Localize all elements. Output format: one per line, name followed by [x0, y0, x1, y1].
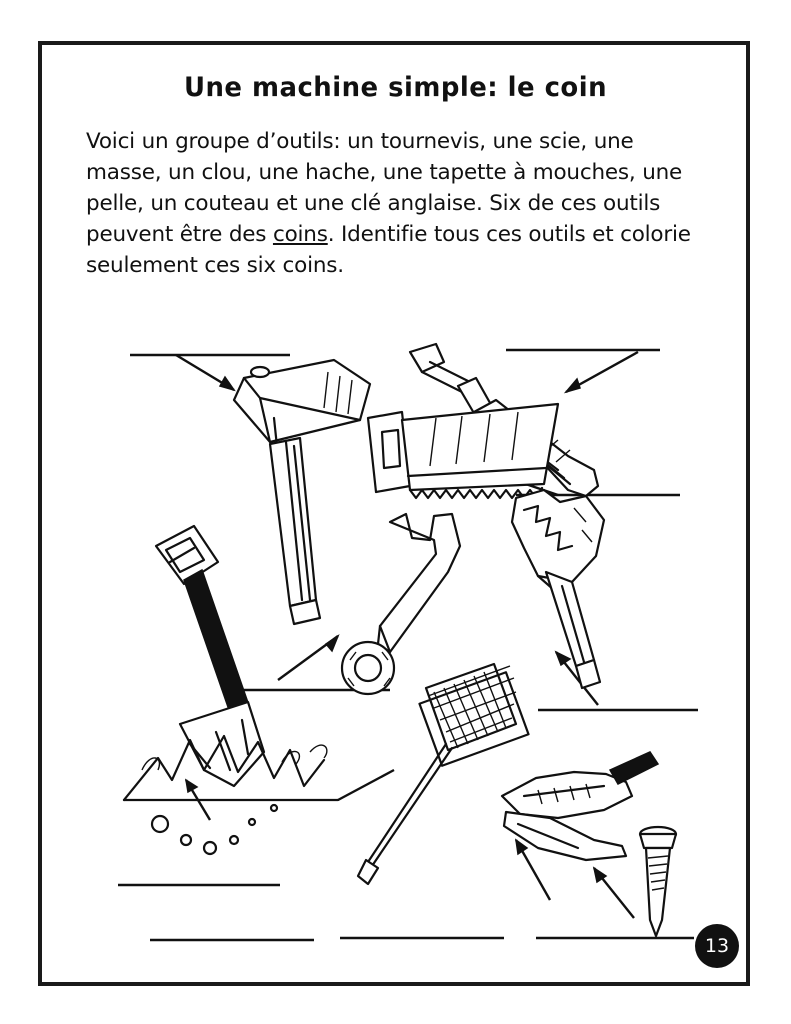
- tool-shovel: [156, 526, 264, 786]
- tool-nail: [640, 827, 676, 936]
- instructions-keyword: coins: [272, 222, 328, 247]
- instructions-part-one: Voici un groupe d’outils: un tournevis, une scie, une masse, un clou, une hache, une tapette à mouches, une pelle, un couteau et une clé anglaise. Six de ces outils peuvent être des: [86, 129, 683, 247]
- instructions-part-two: . Identifie tous ces outils et colorie seulement ces six coins.: [86, 222, 691, 278]
- instructions-paragraph: [86, 126, 704, 281]
- tool-knife: [502, 752, 658, 860]
- page-number-badge: 13: [695, 924, 739, 968]
- tool-wrench: [342, 514, 460, 694]
- page-title: Une machine simple: le coin: [183, 72, 608, 103]
- illustration-area: [38, 300, 750, 986]
- arrow-to-wrench: [278, 636, 338, 680]
- arrow-to-screwdriver: [566, 352, 638, 392]
- illustration-dirt-ground: [124, 736, 338, 854]
- tool-sledgehammer: [234, 360, 370, 624]
- arrow-to-nail: [594, 868, 634, 918]
- arrow-to-flyswatter: [338, 770, 394, 800]
- arrow-to-sledgehammer: [176, 355, 234, 390]
- tool-flyswatter: [358, 664, 529, 884]
- tool-handsaw: [368, 404, 558, 498]
